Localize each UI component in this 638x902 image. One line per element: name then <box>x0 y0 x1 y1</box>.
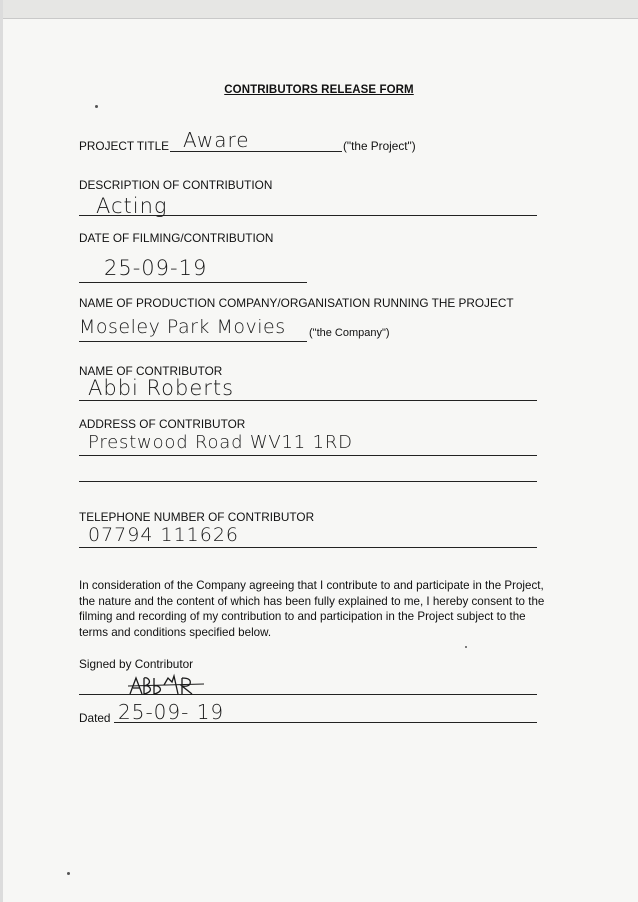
dated-label: Dated <box>79 711 111 725</box>
address-label: ADDRESS OF CONTRIBUTOR <box>79 417 246 431</box>
company-line <box>79 341 307 342</box>
project-note: ("the Project") <box>343 139 416 153</box>
consent-paragraph: In consideration of the Company agreeing that I contribute to and participate in the Project, the nature and the content of which has been fully explained to me, I hereby consent to the filming and recording of my contribution to and participation in the Project subject to the terms and conditions specified below. <box>79 579 545 639</box>
scan-speck <box>67 872 70 875</box>
company-label: NAME OF PRODUCTION COMPANY/ORGANISATION RUNNING THE PROJECT <box>79 296 514 310</box>
company-value: Moseley Park Movies <box>79 316 286 338</box>
description-value: Acting <box>96 194 168 218</box>
date-line <box>79 282 307 283</box>
signed-label: Signed by Contributor <box>79 657 194 671</box>
address-line-1 <box>79 455 537 456</box>
address-value: Prestwood Road WV11 1RD <box>88 432 353 453</box>
telephone-value: 07794 111626 <box>88 524 240 546</box>
signature-drawing <box>126 672 206 698</box>
dated-value: 25-09- 19 <box>118 700 225 724</box>
date-label: DATE OF FILMING/CONTRIBUTION <box>79 231 274 245</box>
date-value: 25-09-19 <box>104 256 208 280</box>
scan-left-border <box>0 0 3 902</box>
telephone-label: TELEPHONE NUMBER OF CONTRIBUTOR <box>79 510 315 524</box>
form-title: CONTRIBUTORS RELEASE FORM <box>224 84 414 96</box>
telephone-line <box>79 547 537 548</box>
scan-edge-line <box>0 18 638 19</box>
address-line-2 <box>79 481 537 482</box>
contributor-line <box>79 400 537 401</box>
contributor-value: Abbi Roberts <box>88 376 235 400</box>
description-label: DESCRIPTION OF CONTRIBUTION <box>79 178 273 192</box>
project-title-value: Aware <box>183 128 250 152</box>
contributor-label: NAME OF CONTRIBUTOR <box>79 364 223 378</box>
scan-top-border <box>0 0 638 18</box>
project-title-label: PROJECT TITLE <box>79 139 170 153</box>
scan-speck <box>465 646 467 648</box>
scan-speck <box>95 105 98 108</box>
signature-mark <box>126 672 206 698</box>
company-note: ("the Company") <box>309 327 390 339</box>
